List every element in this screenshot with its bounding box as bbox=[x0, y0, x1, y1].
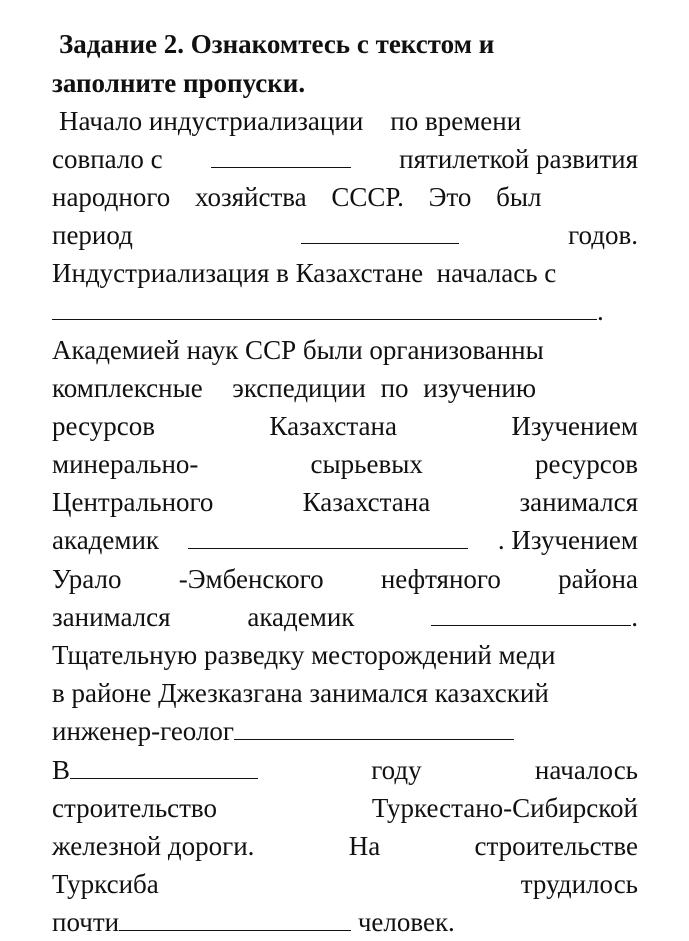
text-line-14: занимался академик . bbox=[52, 598, 638, 636]
text-line-6: . bbox=[52, 292, 638, 330]
answer-blank-4[interactable] bbox=[188, 521, 468, 549]
text-line-5: Индустриализация в Казахстане началась с bbox=[52, 258, 557, 288]
answer-blank-5[interactable] bbox=[431, 598, 631, 626]
text-line-2: совпало с пятилеткой развития bbox=[52, 140, 638, 178]
text-line-10 bbox=[52, 445, 638, 483]
word-kazakhstan-2: Казахстана bbox=[302, 487, 431, 517]
text-line-13 bbox=[52, 560, 638, 598]
word-district: района bbox=[558, 564, 638, 594]
answer-blank-3[interactable] bbox=[52, 292, 597, 320]
answer-blank-7[interactable] bbox=[70, 751, 258, 779]
word-mineral: минерально- bbox=[52, 449, 199, 479]
text-line-21: Турксиба трудилось bbox=[52, 869, 638, 899]
text-line-12: академик . Изучением bbox=[52, 521, 638, 559]
answer-blank-8[interactable] bbox=[119, 903, 351, 931]
text-line-19: строительство Туркестано-Сибирской bbox=[52, 793, 638, 823]
word-ural: Урало bbox=[52, 564, 122, 594]
text-line-7: Академией наук ССР были организованны bbox=[52, 335, 544, 365]
text-line-9 bbox=[52, 407, 638, 445]
word-resources: ресурсов bbox=[52, 411, 156, 441]
text-line-8: комплексные экспедиции по изучению bbox=[52, 373, 536, 403]
text-line-1: Начало индустриализации по времени bbox=[59, 106, 522, 136]
text-line-16: в районе Джезказгана занимался казахский bbox=[52, 678, 549, 708]
text-line-4: период годов. bbox=[52, 216, 638, 254]
answer-blank-2[interactable] bbox=[301, 216, 459, 244]
word-engaged: занимался bbox=[519, 487, 638, 517]
text-line-11 bbox=[52, 483, 638, 521]
text-line-22: почти человек. bbox=[52, 903, 638, 941]
text-line-15: Тщательную разведку месторождений меди bbox=[52, 640, 556, 670]
task-title-line-2: заполните пропуски. bbox=[52, 68, 306, 98]
word-central: Центрального bbox=[52, 487, 214, 517]
word-resources-2: ресурсов bbox=[534, 449, 638, 479]
answer-blank-1[interactable] bbox=[211, 140, 351, 168]
word-raw: сырьевых bbox=[310, 449, 423, 479]
answer-blank-6[interactable] bbox=[234, 712, 514, 740]
text-line-3: народного хозяйства СССР. Это был bbox=[52, 182, 542, 212]
text-line-17: инженер-геолог bbox=[52, 712, 638, 750]
text-line-18: В году началось bbox=[52, 751, 638, 789]
word-emba: -Эмбенского bbox=[178, 564, 324, 594]
word-kazakhstan: Казахстана bbox=[269, 411, 397, 441]
word-studying: Изучением bbox=[511, 411, 638, 441]
text-line-20: железной дороги. На строительстве bbox=[52, 831, 638, 861]
task-title-line-1: Задание 2. Ознакомтесь с текстом и bbox=[59, 29, 495, 59]
word-oil: нефтяного bbox=[380, 564, 501, 594]
